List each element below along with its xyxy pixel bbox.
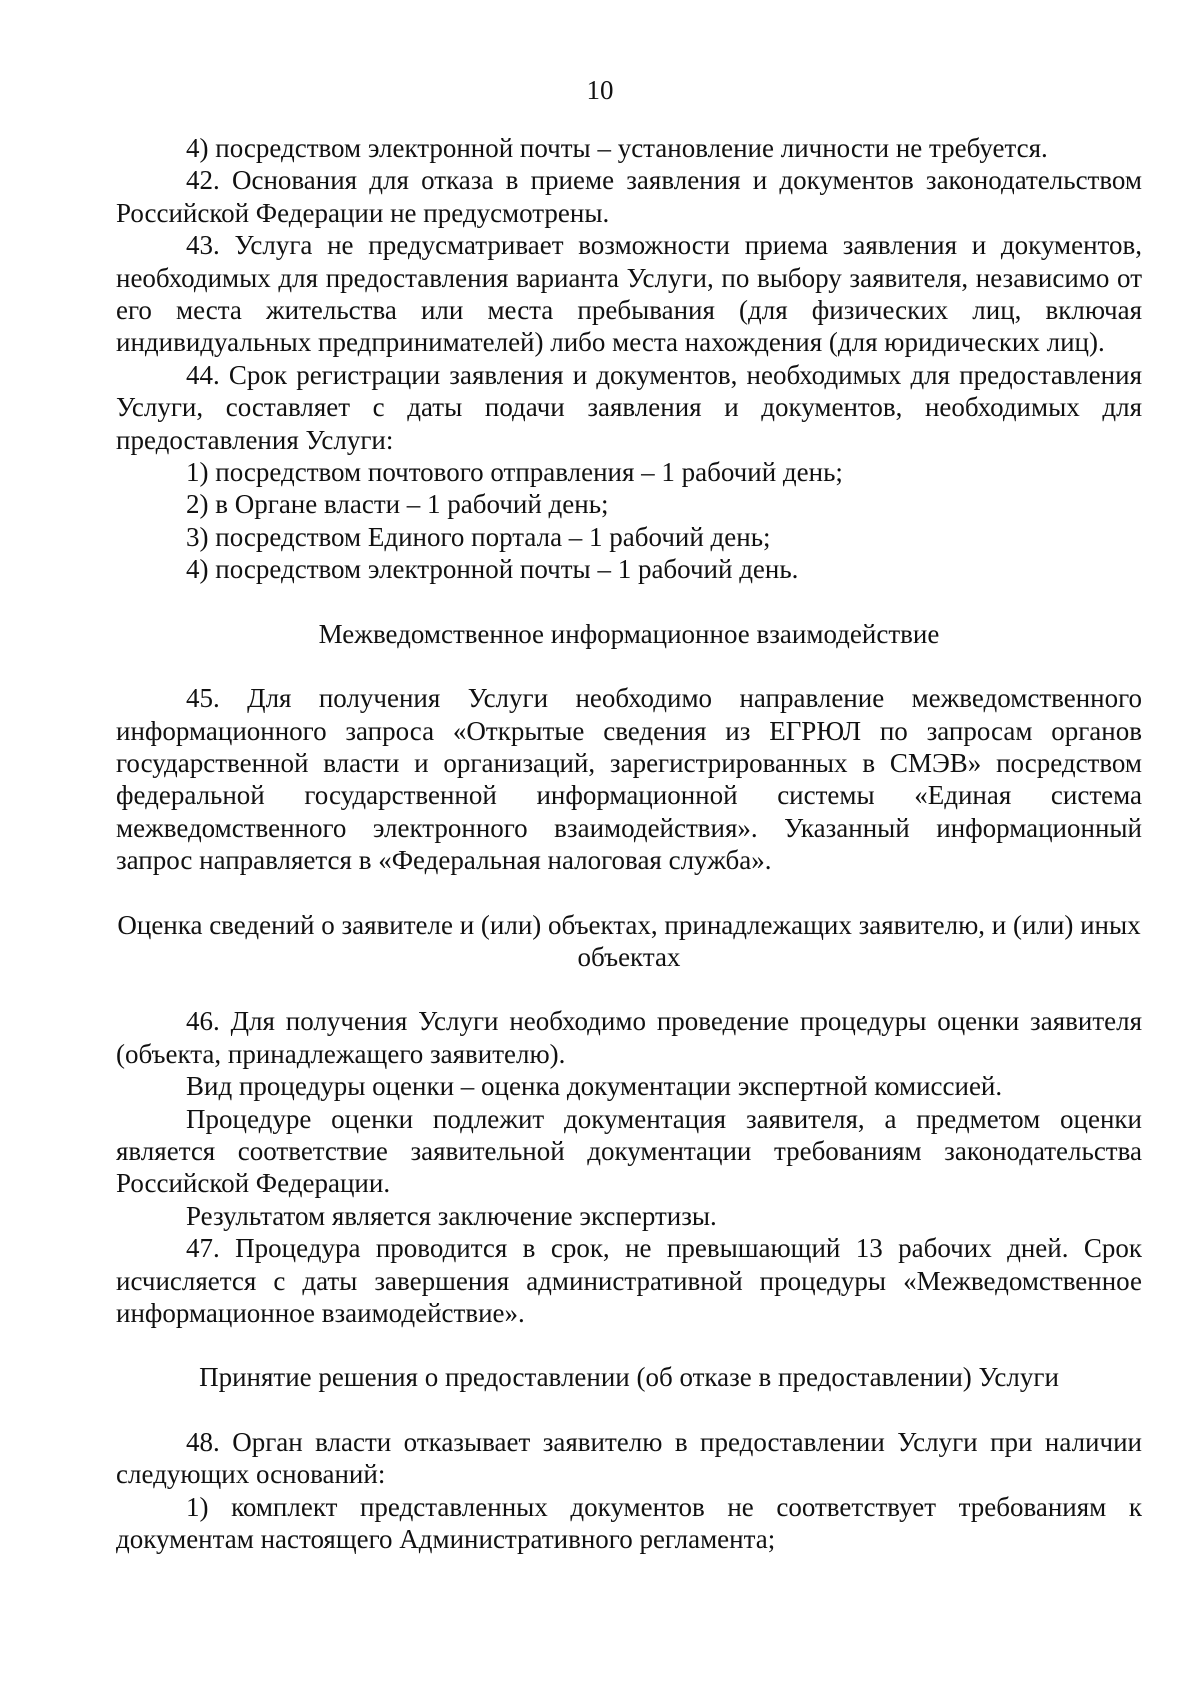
section-heading-interagency: Межведомственное информационное взаимодействие [318, 618, 940, 649]
paragraph-44-item-4: 4) посредством электронной почты – 1 рабочий день. [186, 554, 799, 585]
section-heading-decision: Принятие решения о предоставлении (об отказе в предоставлении) Услуги [199, 1362, 1059, 1393]
paragraph-45: 45. Для получения Услуги необходимо направление межведомственного информационного запроса «Открытые сведения из ЕГРЮЛ по запросам органов государственной власти и организаций, зарегистрированных в СМЭВ» посредством федеральной государственной информационной системы «Единая система межведомственного электронного взаимодействия». Указанный информационный запрос направляется в «Федеральная налоговая служба». [116, 683, 1142, 876]
paragraph-46-procedure-type: Вид процедуры оценки – оценка документации экспертной комиссией. [186, 1071, 1003, 1102]
document-body [116, 132, 1142, 1555]
paragraph-48-item-1: 1) комплект представленных документов не соответствует требованиям к документам настоящего Административного регламента; [116, 1491, 1142, 1555]
paragraph-42: 42. Основания для отказа в приеме заявления и документов законодательством Российской Федерации не предусмотрены. [116, 165, 1142, 228]
paragraph-44-item-1: 1) посредством почтового отправления – 1 рабочий день; [186, 457, 843, 488]
paragraph-44-item-2: 2) в Органе власти – 1 рабочий день; [186, 489, 609, 520]
paragraph-46-result: Результатом является заключение экспертизы. [186, 1200, 717, 1231]
paragraph-47: 47. Процедура проводится в срок, не превышающий 13 рабочих дней. Срок исчисляется с даты завершения административной процедуры «Межведомственное информационное взаимодействие». [116, 1233, 1142, 1328]
section-heading-assessment: Оценка сведений о заявителе и (или) объектах, принадлежащих заявителю, и (или) иных объектах [117, 909, 1141, 972]
paragraph-44-item-3: 3) посредством Единого портала – 1 рабочий день; [186, 521, 771, 552]
paragraph-46-procedure-subject: Процедуре оценки подлежит документация заявителя, а предметом оценки является соответствие заявительной документации требованиям законодательства Российской Федерации. [116, 1103, 1142, 1199]
paragraph-44: 44. Срок регистрации заявления и документов, необходимых для предоставления Услуги, составляет с даты подачи заявления и документов, необходимых для предоставления Услуги: [116, 359, 1142, 455]
page-number: 10 [586, 75, 614, 105]
paragraph-43: 43. Услуга не предусматривает возможности приема заявления и документов, необходимых для предоставления варианта Услуги, по выбору заявителя, независимо от его места жительства или места пребывания (для физических лиц, включая индивидуальных предпринимателей) либо места нахождения (для юридических лиц). [116, 230, 1142, 358]
paragraph-46: 46. Для получения Услуги необходимо проведение процедуры оценки заявителя (объекта, принадлежащего заявителю). [116, 1006, 1142, 1069]
paragraph-41-item-4: 4) посредством электронной почты – установление личности не требуется. [186, 133, 1048, 163]
paragraph-48: 48. Орган власти отказывает заявителю в предоставлении Услуги при наличии следующих оснований: [116, 1426, 1142, 1490]
